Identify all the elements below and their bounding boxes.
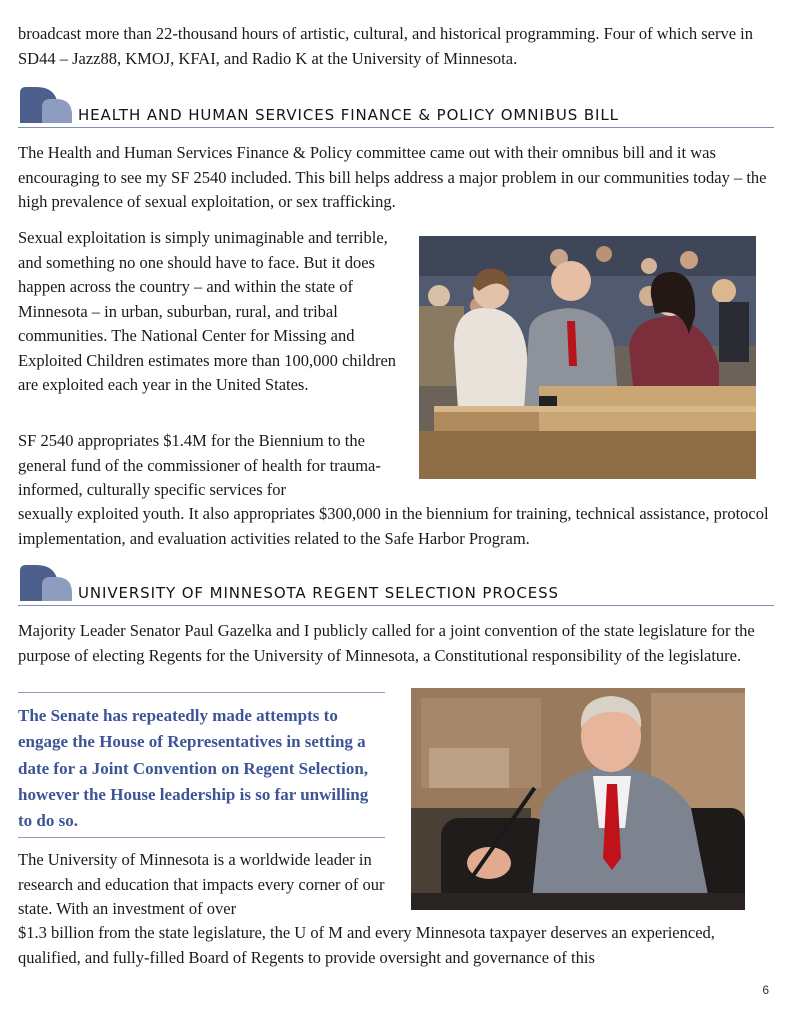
intro-paragraph: broadcast more than 22-thousand hours of artistic, cultural, and historical programming. Four of which serve in SD44 – Jazz88, KMOJ, KFAI, and Radio K at the University of Minnesota. bbox=[18, 24, 753, 68]
hhs-paragraph-3-continued: sexually exploited youth. It also appropriates $300,000 in the biennium for training, technical assistance, protocol implementation, and evaluation activities related to the Safe Harbor Program. bbox=[18, 504, 769, 548]
regent-paragraph-2-continued: $1.3 billion from the state legislature, the U of M and every Minnesota taxpayer deserves an experienced, qualified, and fully-filled Board of Regents to provide oversight and governance of this bbox=[18, 923, 715, 967]
section-heading-hhs bbox=[18, 85, 774, 128]
hhs-paragraph-1: The Health and Human Services Finance & Policy committee came out with their omnibus bill and it was encouraging to see my SF 2540 included. This bill helps address a major problem in our communities today – the high prevalence of sexual exploitation, or sex trafficking. bbox=[18, 143, 767, 211]
section-logo-icon bbox=[18, 563, 76, 603]
pull-quote: The Senate has repeatedly made attempts to engage the House of Representatives in setting a date for a Joint Convention on Regent Selection, however the House leadership is so far unwilling to do so. bbox=[18, 692, 385, 838]
committee-hearing-photo bbox=[419, 236, 756, 479]
senator-speaking-photo bbox=[411, 688, 745, 910]
hhs-paragraph-2: Sexual exploitation is simply unimaginable and terrible, and something no one should have to face. But it does happen across the country – and within the state of Minnesota – in urban, suburban, rural, and tribal communities. The National Center for Missing and Exploited Children estimates more than 100,000 children are exploited each year in the United States. bbox=[18, 228, 397, 394]
hhs-paragraph-3-wrapped: SF 2540 appropriates $1.4M for the Biennium to the general fund of the commissioner of health for trauma-informed, culturally specific services for bbox=[18, 431, 381, 499]
section-logo-icon bbox=[18, 85, 76, 125]
section-heading-regent bbox=[18, 563, 774, 606]
regent-paragraph-2-wrapped: The University of Minnesota is a worldwide leader in research and education that impacts every corner of our state. With an investment of over bbox=[18, 850, 385, 918]
section-heading-text: UNIVERSITY OF MINNESOTA REGENT SELECTION PROCESS bbox=[78, 584, 559, 602]
regent-paragraph-1: Majority Leader Senator Paul Gazelka and I publicly called for a joint convention of the state legislature for the purpose of electing Regents for the University of Minnesota, a Constitutional responsibility of the legislature. bbox=[18, 621, 755, 665]
section-heading-text: HEALTH AND HUMAN SERVICES FINANCE & POLICY OMNIBUS BILL bbox=[78, 106, 619, 124]
page-number: 6 bbox=[762, 983, 769, 997]
